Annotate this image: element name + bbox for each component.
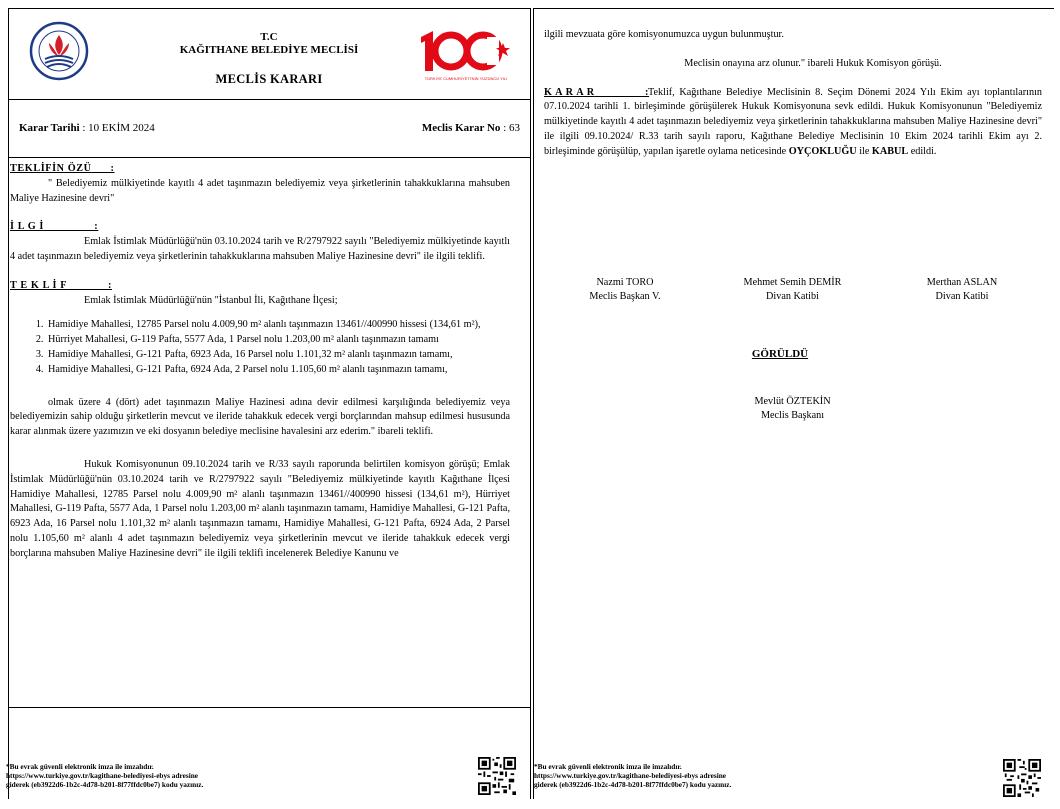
decision-date-value: : 10 EKİM 2024 [82, 122, 155, 134]
centennial-caption: TÜRKİYE CUMHURİYETİ'NİN YÜZÜNCÜ YILI [424, 76, 508, 81]
mayor-signature-block [700, 395, 885, 423]
footer-link[interactable]: https://www.turkiye.gov.tr/kagithane-belediyesi-ebys adresine [6, 771, 199, 780]
right-page-body [544, 28, 1042, 160]
signature-block [720, 276, 865, 304]
list-item: 1. Hamidiye Mahallesi, 12785 Parsel nolu 4.009,90 m² alanlı taşınmazın 13461//400990 hissesi (134,61 m²), [46, 318, 510, 333]
section-teklifin-ozu-title: TEKLİFİN ÖZÜ : [10, 163, 115, 174]
e-signature-note-right [534, 762, 834, 789]
section-teklif-title: T E K L İ F : [10, 279, 112, 291]
mayor-name: Mevlüt ÖZTEKİN [754, 396, 831, 407]
header-council: KAĞITHANE BELEDİYE MECLİSİ [179, 44, 359, 56]
section-karar-text: Teklif, Kağıthane Belediye Meclisinin 8. Seçim Dönemi 2024 Yılı Ekim ayı toplantılarının 07.10.2024 tarihli 1. birleşiminde görüşülerek Hukuk Komisyonuna sevk edildi. Hukuk Komisyonunun "Belediyemiz mülkiyetinde kayıtlı 4 adet taşınmazın belediyemiz veya şirketlerinin tahakkuklarına mahsuben Maliye Hazinesine devri" ile ilgili 09.10.2024/ R.33 tarih sayılı raporu, Kağıthane Belediye Meclisinin 10 Ekim 2024 tarihli Ekim ayı 2. birleşiminde görüşülüp, yapılan işaretle oylama neticesinde OYÇOKLUĞU ile KABUL edildi. [544, 86, 1042, 157]
vote-outcome: KABUL [871, 145, 909, 157]
decision-date-label: Karar Tarihi [19, 122, 80, 134]
commission-opinion-closing: Meclisin onayına arz olunur." ibareli Hukuk Komisyon görüşü. [684, 57, 942, 69]
qr-code-icon [478, 757, 516, 795]
section-teklif-closing: olmak üzere 4 (dört) adet taşınmazın Maliye Hazinesi adına devir edilmesi karşılığında belediyemiz veya belediyemizin sahip olduğu şirketlerin mevcut ve ileride tahakkuk edecek vergi borçlarından mahsup edilmesi hususunda karar alınmak üzere yazımızın ve eki dosyanın belediye meclisine havalesini arz ederim." ibareli teklifi. [10, 396, 510, 438]
signatory-name: Nazmi TORO [596, 277, 654, 288]
e-signature-note-left [6, 762, 306, 789]
section-teklifin-ozu-text: " Belediyemiz mülkiyetinde kayıtlı 4 adet taşınmazın belediyemiz veya şirketlerinin tahakkuklarına mahsuben Maliye Hazinesine devri" [10, 177, 510, 204]
left-page-bottom-rule [9, 707, 530, 708]
header-tc: T.C [260, 31, 278, 43]
footer-line: giderek (eb3922d6-1b2c-4d78-b201-8f77ffdc0be7) kodu yazınız. [534, 780, 732, 789]
signature-block [897, 276, 1027, 304]
signatory-name: Merthan ASLAN [926, 277, 998, 288]
list-item: 3. Hamidiye Mahallesi, G-121 Pafta, 6923 Ada, 16 Parsel nolu 1.101,32 m² alanlı taşınmazın tamamı, [46, 348, 510, 363]
footer-line: *Bu evrak güvenli elektronik imza ile imzalıdır. [534, 762, 682, 771]
decision-meta-row [9, 99, 530, 158]
mayor-role: Meclis Başkanı [760, 410, 825, 421]
decision-date [19, 122, 155, 134]
signatory-role: Divan Katibi [935, 291, 989, 302]
parcel-list [10, 318, 510, 377]
document-header [9, 9, 530, 100]
centennial-logo-icon [417, 27, 515, 83]
list-item: 4. Hamidiye Mahallesi, G-121 Pafta, 6924 Ada, 2 Parsel nolu 1.105,60 m² alanlı taşınmazın tamamı, [46, 363, 510, 378]
left-page-body [10, 162, 510, 562]
kagithane-logo-icon [29, 21, 89, 81]
vote-result: OYÇOKLUĞU [788, 145, 857, 157]
qr-code-icon [1003, 759, 1041, 797]
signature-block [560, 276, 690, 304]
section-teklif-intro: Emlak İstimlak Müdürlüğü'nün "İstanbul İli, Kağıthane İlçesi; [84, 294, 338, 306]
footer-line: giderek (eb3922d6-1b2c-4d78-b201-8f77ffdc0be7) kodu yazınız. [6, 780, 204, 789]
section-karar-title: K A R A R : [544, 86, 650, 98]
signatory-role: Meclis Başkan V. [589, 291, 661, 302]
decision-number [422, 122, 520, 134]
section-ilgi-title: İ L G İ : [10, 221, 99, 233]
header-titles [129, 31, 409, 87]
goruldu-title: GÖRÜLDÜ [751, 348, 809, 360]
signatory-role: Divan Katibi [766, 291, 819, 302]
signatory-name: Mehmet Semih DEMİR [743, 277, 842, 288]
footer-line: *Bu evrak güvenli elektronik imza ile imzalıdır. [6, 762, 154, 771]
document-title: MECLİS KARARI [215, 72, 323, 86]
commission-opinion-continued: ilgili mevzuata göre komisyonumuzca uygun bulunmuştur. [544, 29, 784, 40]
decision-number-label: Meclis Karar No [421, 122, 501, 134]
footer-link[interactable]: https://www.turkiye.gov.tr/kagithane-belediyesi-ebys adresine [534, 771, 727, 780]
section-ilgi-text: Emlak İstimlak Müdürlüğü'nün 03.10.2024 tarih ve R/2797922 sayılı "Belediyemiz mülkiyetinde kayıtlı 4 adet taşınmazın belediyemiz veya şirketlerinin tahakkuklarına mahsuben Maliye Hazinesine devri" ile ilgili teklifi. [10, 236, 510, 262]
list-item: 2. Hürriyet Mahallesi, G-119 Pafta, 5577 Ada, 1 Parsel nolu 1.203,00 m² alanlı taşınmazın tamamı [46, 333, 510, 348]
commission-opinion-text: Hukuk Komisyonunun 09.10.2024 tarih ve R/33 sayılı raporunda belirtilen komisyon görüşü; Emlak İstimlak Müdürlüğü'nün 03.10.2024 tarih ve R/2797922 sayılı "Belediyemiz mülkiyetinde kayıtlı Kağıthane İlçesi Hamidiye Mahallesi, 12785 Parsel nolu 4.009,90 m² alanlı taşınmazın 13461//400990 hissesi (134,61 m²), Hürriyet Mahallesi, G-119 Pafta, 5577 Ada, 1 Parsel nolu 1.203,00 m² alanlı taşınmazın tamamı, Hamidiye Mahallesi, G-121 Pafta, 6923 Ada, 16 Parsel nolu 1.101,32 m² alanlı taşınmazın tamamı, Hamidiye Mahallesi, G-121 Pafta, 6924 Ada, 2 Parsel nolu 1.105,60 m² alanlı 4 adet taşınmazın belediyemiz veya şirketlerinin mevcut ve ileride tahakkuk edecek vergi borçlarına mahsuben Maliye Hazinesine devri" ile ilgili teklifi incelenerek Belediye Kanunu ve [10, 458, 510, 559]
decision-number-value: : 63 [503, 122, 520, 134]
